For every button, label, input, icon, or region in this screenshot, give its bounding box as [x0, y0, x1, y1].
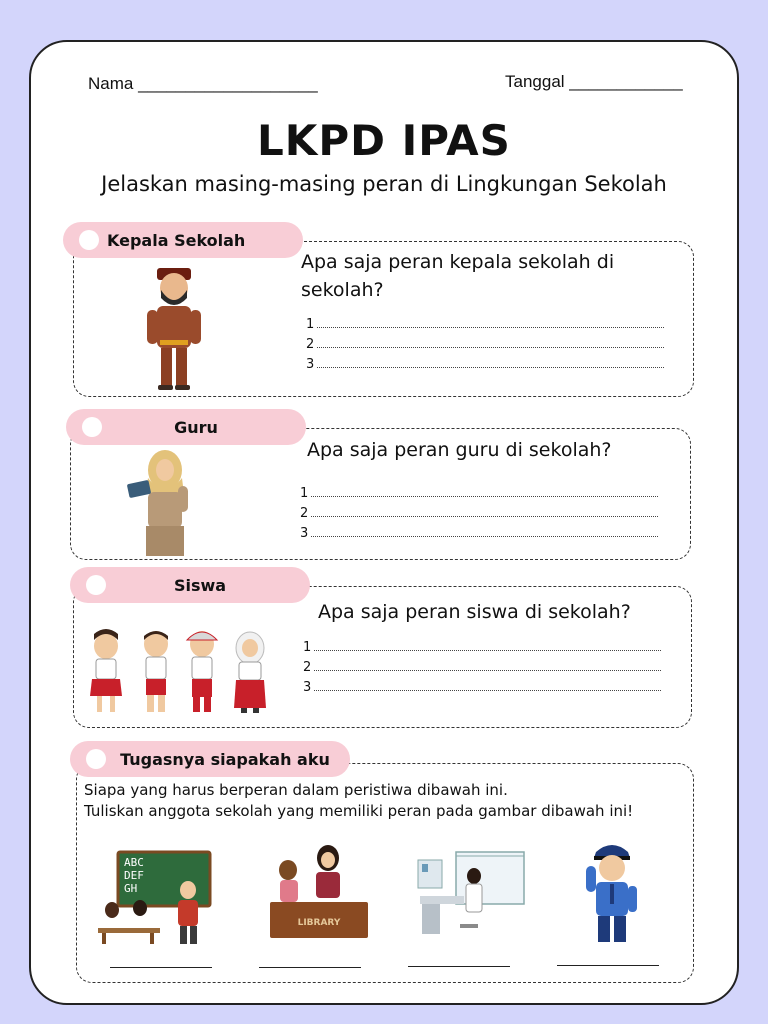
teacher-figure-icon	[120, 448, 205, 558]
page-title: LKPD IPAS	[257, 116, 511, 165]
section-label: Kepala Sekolah	[107, 230, 246, 250]
answer-line[interactable]: 2	[303, 658, 661, 678]
principal-figure-icon	[135, 262, 215, 392]
answer-line[interactable]: 3	[300, 524, 658, 544]
library-sign: LIBRARY	[297, 918, 341, 928]
section-pill-teacher	[66, 409, 306, 445]
section-question: Apa saja peran guru di sekolah?	[307, 439, 612, 461]
bullet-dot	[86, 575, 106, 595]
section-label: Guru	[174, 417, 218, 437]
librarian-icon	[268, 844, 372, 944]
section-question: Apa saja peran siswa di sekolah?	[318, 601, 631, 623]
svg-text:GH: GH	[124, 882, 138, 895]
answer-line[interactable]: 1	[300, 484, 658, 504]
students-group-icon	[84, 628, 284, 716]
blackboard-text: ABC	[124, 856, 144, 869]
section-label: Siswa	[173, 575, 227, 595]
school-nurse-icon	[416, 850, 526, 940]
name-field[interactable]: Nama ___________________	[88, 74, 318, 93]
task-instruction-2: Tuliskan anggota sekolah yang memiliki peran pada gambar dibawah ini!	[84, 802, 634, 820]
bullet-dot	[82, 417, 102, 437]
section-label: Tugasnya siapakah aku	[120, 749, 330, 769]
page-subtitle: Jelaskan masing-masing peran di Lingkungan Sekolah	[101, 172, 667, 196]
answer-blank[interactable]	[408, 966, 510, 967]
section-pill-student	[70, 567, 310, 603]
section-pill-task	[70, 741, 350, 777]
security-guard-icon	[582, 838, 642, 946]
answer-blank[interactable]	[259, 967, 361, 968]
section-question: Apa saja peran kepala sekolah di sekolah?	[301, 251, 615, 301]
task-instruction-1: Siapa yang harus berperan dalam peristiwa dibawah ini.	[84, 781, 508, 799]
answer-blank[interactable]	[110, 967, 212, 968]
answer-lines	[300, 484, 658, 544]
teaching-class-icon	[96, 850, 216, 945]
answer-blank[interactable]	[557, 965, 659, 966]
svg-text:DEF: DEF	[124, 869, 144, 882]
bullet-dot	[79, 230, 99, 250]
bullet-dot	[86, 749, 106, 769]
answer-lines	[303, 638, 661, 698]
answer-line[interactable]: 3	[303, 678, 661, 698]
date-field[interactable]: Tanggal ____________	[505, 72, 683, 91]
answer-line[interactable]: 3	[306, 355, 664, 375]
answer-line[interactable]: 2	[306, 335, 664, 355]
section-pill-principal	[63, 222, 303, 258]
answer-line[interactable]: 1	[303, 638, 661, 658]
answer-lines	[306, 315, 664, 375]
answer-line[interactable]: 1	[306, 315, 664, 335]
answer-line[interactable]: 2	[300, 504, 658, 524]
